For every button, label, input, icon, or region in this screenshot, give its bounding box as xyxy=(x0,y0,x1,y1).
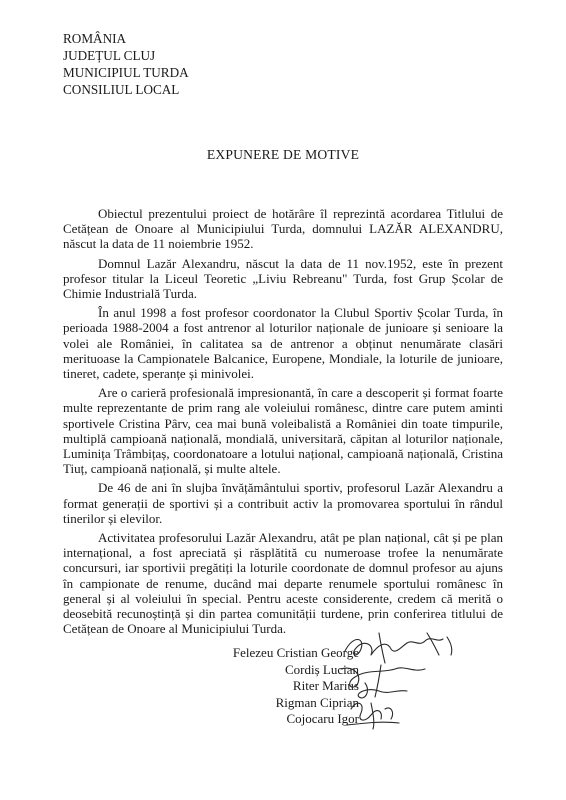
signer-name: Cordiș Lucian xyxy=(284,661,359,677)
issuer-header xyxy=(63,30,189,98)
document-title: EXPUNERE DE MOTIVE xyxy=(206,147,360,162)
signer-name: Rigman Ciprian xyxy=(275,694,359,710)
signer-name: Felezeu Cristian George xyxy=(232,645,359,660)
header-council: CONSILIUL LOCAL xyxy=(63,82,180,97)
signer-name: Cojocaru Igor xyxy=(286,711,359,727)
paragraph: Obiectul prezentului proiect de hotărâre îl reprezintă acordarea Titlului de Cetățean de Onoare al Municipiului Turda, domnului LAZĂR ALEXANDRU, născut la data de 11 noiembrie 1952. xyxy=(63,206,503,252)
paragraph: Activitatea profesorului Lazăr Alexandru, atât pe plan național, cât și pe plan internațional, a fost apreciată și răsplătită cu numeroase trofee la nenumărate concursuri, iar sportivii pregătiți la loturile coordonate de domnul profesor au ajuns în campionate de renume, ducând mai departe renumele sportului românesc în general și al voleiului în special. Pentru aceste considerente, credem că merită o deosebită recunoștință și din partea comunității turdene, prin conferirea titlului de Cetățean de Onoare al Municipiului Turda. xyxy=(63,530,503,637)
header-municipality: MUNICIPIUL TURDA xyxy=(63,65,189,80)
header-country: ROMÂNIA xyxy=(63,31,127,46)
document-body xyxy=(63,206,503,640)
paragraph: Are o carieră profesională impresionantă, în care a descoperit și format foarte multe reprezentante de prim rang ale voleiului românesc, dintre care putem aminti sportivele Cristina Pârv, cea mai bună voleibalistă a României din toate timpurile, multiplă campioană națională, mondială, universitară, căpitan al loturilor naționale, Luminița Trâmbițaș, coordonatoare a lotului național, campioană națională, Cristina Tiuț, campioană națională, și multe altele. xyxy=(63,385,503,477)
paragraph: De 46 de ani în slujba învățământului sportiv, profesorul Lazăr Alexandru a format generații de sportivi și a contribuit activ la promovarea sportului în rândul tinerilor și elevilor. xyxy=(63,480,503,526)
paragraph: Domnul Lazăr Alexandru, născut la data de 11 nov.1952, este în prezent profesor titular la Liceul Teoretic „Liviu Rebreanu" Turda, fost Grup Școlar de Chimie Industrială Turda. xyxy=(63,255,503,302)
paragraph: În anul 1998 a fost profesor coordonator la Clubul Sportiv Școlar Turda, în perioada 1988-2004 a fost antrenor al loturilor naționale de junioare și senioare la volei ale României, în calitatea sa de antrenor a obținut nenumărate clasări merituoase la Campionatele Balcanice, Europene, Mondiale, la loturile de junioare, tineret, cadete, speranțe și minivolei. xyxy=(63,305,503,382)
handwritten-signatures xyxy=(335,625,475,735)
signer-name: Riter Marius xyxy=(292,678,359,694)
header-county: JUDEȚUL CLUJ xyxy=(63,48,156,63)
